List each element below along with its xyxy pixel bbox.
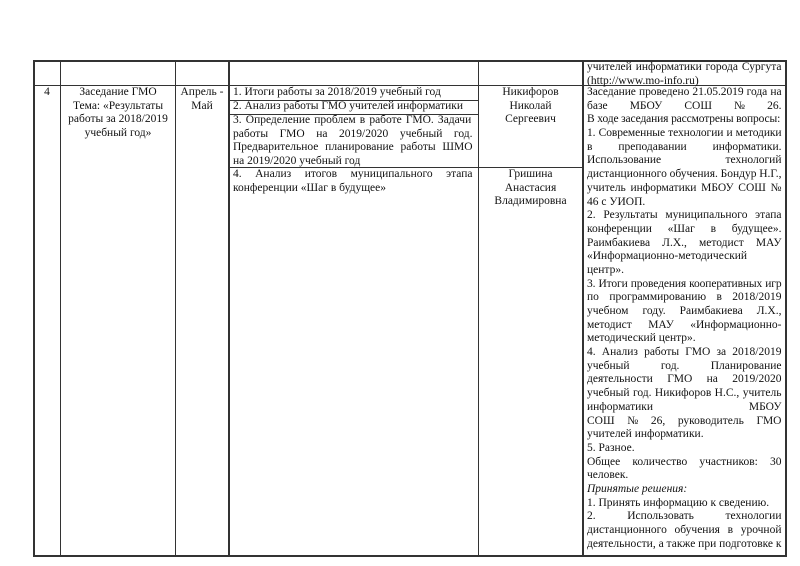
text-line: Май — [191, 99, 213, 112]
text-line: центр». — [587, 263, 624, 276]
text-line: Использование технологий — [587, 154, 782, 167]
text-line: СОШ № 26, руководитель ГМО — [587, 414, 782, 427]
text-line: конференции «Шаг в будущее» — [233, 181, 387, 194]
text-line: Заседание ГМО — [79, 86, 157, 98]
text-line: по программированию в 2018/2019 — [587, 291, 782, 304]
text-line: 4. Анализ итогов муниципального этапа — [233, 168, 473, 180]
text-line: Сергеевич — [505, 113, 556, 126]
text-line: учителей информатики города Сургута — [587, 61, 782, 73]
text-line: методический центр». — [587, 332, 696, 345]
text-line: Предварительное планирование работы ШМО — [233, 141, 473, 154]
border — [33, 555, 787, 557]
text-line: информатики МБОУ — [587, 400, 782, 413]
text-line: дистанционного обучения. Бондур Н.Г., — [587, 168, 782, 181]
border — [228, 60, 230, 556]
text-line: 2. Результаты муниципального этапа — [587, 209, 782, 222]
text-line: 5. Разное. — [587, 441, 635, 454]
text-line: базе МБОУ СОШ № 26. — [587, 99, 782, 112]
border — [478, 60, 479, 556]
text-line: Принятые решения: — [587, 482, 688, 495]
text-line: учебный год. Никифоров Н.С., учитель — [587, 387, 782, 400]
text-line: Гришина — [508, 168, 553, 180]
text-line: 2. Использовать технологии — [587, 510, 782, 523]
text-line: работы ГМО на 2019/2020 учебный год. — [233, 127, 473, 140]
text-line: В ходе заседания рассмотрены вопросы: — [587, 113, 781, 126]
agenda-item — [233, 86, 473, 100]
agenda-item — [233, 114, 473, 169]
text-line: учебном году. Раимбакиева Л.Х., — [587, 305, 782, 317]
text-line: «Информационно-методический — [587, 250, 748, 263]
event-cell — [61, 86, 175, 141]
text-line: Анастасия — [504, 181, 557, 194]
text-line: работы за 2018/2019 — [68, 113, 168, 126]
text-line: 46 с УИОП. — [587, 195, 646, 208]
text-line: учебный год» — [84, 127, 152, 140]
text-line: на 2019/2020 учебный год — [233, 155, 361, 168]
text-line: в преподавании информатики. — [587, 140, 782, 153]
border — [582, 60, 584, 556]
text-line: учитель информатики МБОУ СОШ № — [587, 181, 782, 194]
text-line: Заседание проведено 21.05.2019 года на — [587, 86, 782, 98]
text-line: человек. — [587, 469, 629, 482]
text-line: 1. Современные технологии и методики — [587, 127, 782, 140]
row-number: 4 — [44, 86, 50, 98]
top-result-cell — [587, 61, 782, 88]
text-line: 4. Анализ работы ГМО за 2018/2019 — [587, 346, 782, 359]
text-line: деятельности ГМО на 2019/2020 — [587, 373, 782, 386]
text-line: учебный год. Планирование — [587, 359, 782, 372]
text-line: Апрель - — [180, 86, 224, 98]
text-line: Тема: «Результаты — [72, 99, 164, 112]
result-cell — [587, 86, 782, 551]
text-line: (http://www.mo-info.ru) — [587, 74, 699, 87]
text-line: 1. Принять информацию к сведению. — [587, 496, 770, 509]
responsible-person — [479, 86, 582, 127]
text-line: 3. Итоги проведения кооперативных игр — [587, 277, 782, 290]
text-line: Николай — [509, 99, 552, 112]
text-line: Раимбакиева Л.Х., методист МАУ — [587, 236, 782, 249]
text-line: учителей информатики. — [587, 428, 704, 441]
agenda-item — [233, 100, 473, 114]
text-line: дистанционного обучения в урочной — [587, 524, 782, 536]
text-line: конференции «Шаг в будущее». — [587, 222, 782, 235]
border — [785, 60, 787, 556]
border — [33, 60, 35, 556]
text-line: деятельности, а также при подготовке к — [587, 537, 782, 550]
responsible-person — [479, 168, 582, 209]
text-line: 2. Анализ работы ГМО учителей информатики — [233, 100, 464, 112]
text-line: Владимировна — [494, 195, 567, 208]
text-line: методист МАУ «Информационно- — [587, 318, 782, 331]
text-line: 1. Итоги работы за 2018/2019 учебный год — [233, 86, 441, 98]
text-line: Общее количество участников: 30 — [587, 455, 782, 468]
agenda-item — [233, 168, 473, 195]
text-line: 3. Определение проблем в работе ГМО. Задачи — [233, 114, 472, 126]
period-cell — [176, 86, 228, 113]
border — [175, 60, 176, 556]
text-line: Никифоров — [502, 86, 559, 98]
